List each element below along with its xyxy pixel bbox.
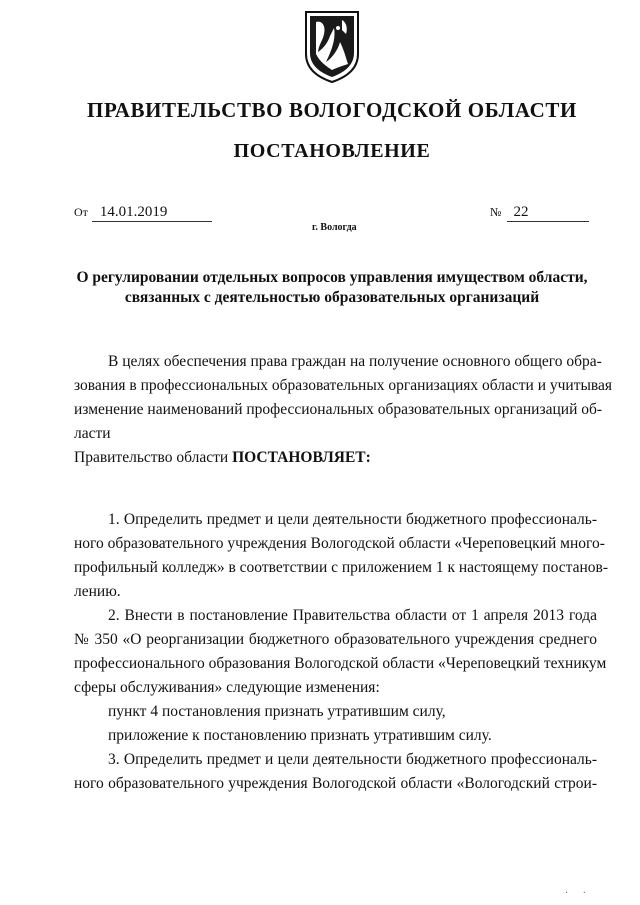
government-title: ПРАВИТЕЛЬСТВО ВОЛОГОДСКОЙ ОБЛАСТИ (87, 98, 577, 122)
item2-line: профессионального образования Вологодской области «Череповецкий техникум (74, 655, 607, 672)
resolve-line (74, 446, 597, 470)
number-field (490, 204, 589, 222)
preamble-line: ласти (74, 425, 111, 442)
number-value: 22 (507, 204, 589, 222)
item2-line: № 350 «О реорганизации бюджетного образовательного учреждения среднего (74, 631, 597, 648)
date-field (74, 204, 212, 222)
decree-body (74, 350, 613, 796)
number-prefix: № (490, 205, 502, 219)
resolve-word: ПОСТАНОВЛЯЕТ: (232, 449, 371, 466)
item1-line: лению. (74, 583, 121, 600)
item1-line: 1. Определить предмет и цели деятельности бюджетного профессиональ- (108, 511, 597, 528)
item1-line: ного образовательного учреждения Вологодской области «Череповецкий много- (74, 535, 605, 552)
item2-line: 2. Внести в постановление Правительства области от 1 апреля 2013 года (108, 607, 597, 624)
subject-line: О регулировании отдельных вопросов управления имуществом области, (76, 269, 588, 286)
subject-line: связанных с деятельностью образовательных организаций (124, 289, 540, 306)
item3-line: ного образовательного учреждения Вологодской области «Вологодский строи- (74, 775, 597, 792)
item2-line: сферы обслуживания» следующие изменения: (74, 679, 380, 696)
document-type: ПОСТАНОВЛЕНИЕ (233, 140, 431, 162)
date-value: 14.01.2019 (92, 204, 212, 222)
coat-of-arms-emblem (302, 8, 362, 84)
item1-line: профильный колледж» в соответствии с приложением 1 к настоящему постанов- (74, 559, 609, 576)
preamble-line: зования в профессиональных образовательных организациях области и учитывая (74, 377, 613, 394)
item3-line: 3. Определить предмет и цели деятельности бюджетного профессиональ- (108, 751, 597, 768)
city-label: г. Вологда (312, 222, 357, 233)
item2-sub-line: приложение к постановлению признать утратившим силу. (108, 727, 492, 744)
preamble-line: изменение наименований профессиональных образовательных организаций об- (74, 401, 603, 418)
item2-sub-line: пункт 4 постановления признать утратившим силу, (108, 703, 446, 720)
preamble-line: В целях обеспечения права граждан на получение основного общего обра- (108, 353, 602, 370)
resolve-prefix: Правительство области (74, 449, 233, 466)
decree-subject (0, 268, 640, 308)
scan-marks: · · (564, 888, 592, 899)
date-prefix: От (74, 205, 88, 219)
